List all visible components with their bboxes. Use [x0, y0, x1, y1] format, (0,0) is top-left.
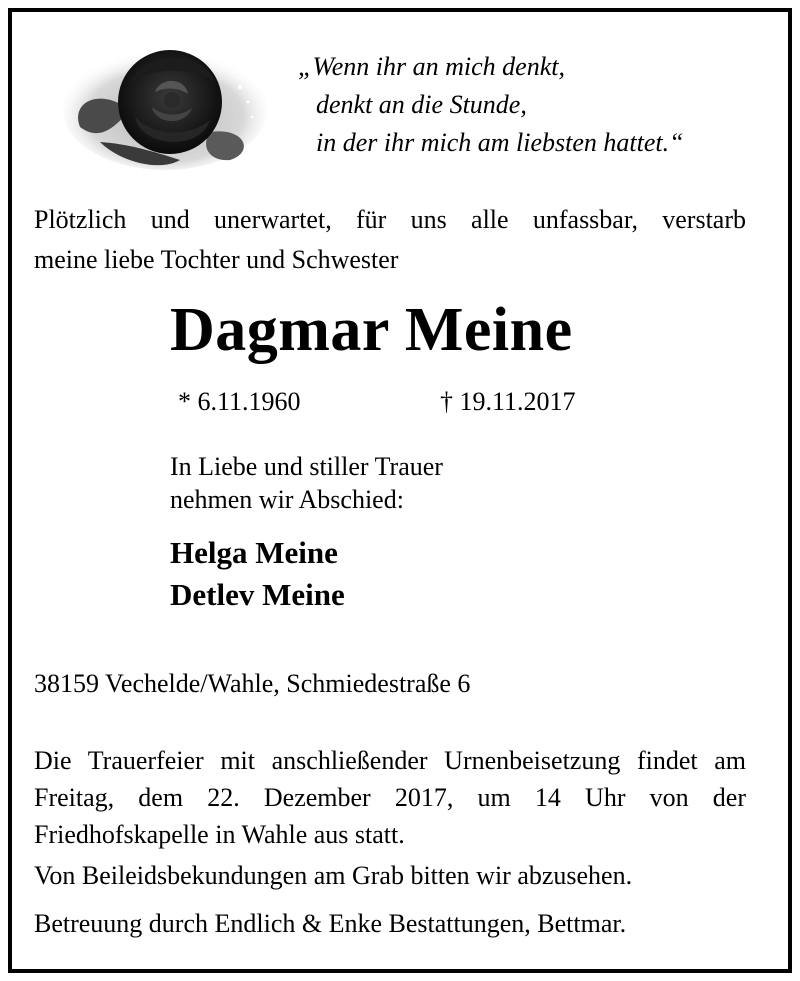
intro-line: meine liebe Tochter und Schwester	[34, 245, 399, 274]
deceased-name: Dagmar Meine	[170, 296, 573, 364]
funeral-line: Friedhofskapelle in Wahle aus statt.	[34, 820, 405, 849]
funeral-line: Die Trauerfeier mit anschließender Urnenbeisetzung findet am	[34, 746, 746, 775]
funeral-line: Freitag, dem 22. Dezember 2017, um 14 Uhr von der	[34, 783, 746, 812]
mourning-text	[170, 450, 443, 516]
intro-line: Plötzlich und unerwartet, für uns alle unfassbar, verstarb	[34, 205, 746, 234]
family-names	[170, 532, 345, 616]
quote-line: in der ihr mich am liebsten hattet.“	[316, 128, 684, 157]
intro-text	[34, 200, 746, 280]
quote-line: denkt an die Stunde,	[316, 90, 527, 119]
quote-line: „Wenn ihr an mich denkt,	[298, 52, 565, 81]
mourning-line: nehmen wir Abschied:	[170, 485, 404, 514]
birth-date: * 6.11.1960	[178, 387, 301, 416]
family-member: Detlev Meine	[170, 577, 345, 612]
address: 38159 Vechelde/Wahle, Schmiedestraße 6	[34, 669, 471, 698]
funeral-info	[34, 742, 746, 853]
family-member: Helga Meine	[170, 535, 338, 570]
mourning-line: In Liebe und stiller Trauer	[170, 452, 443, 481]
condolences-note: Von Beileidsbekundungen am Grab bitten wir abzusehen.	[34, 861, 633, 890]
death-date: † 19.11.2017	[440, 387, 576, 416]
quote-block	[298, 48, 684, 162]
rose-image	[60, 32, 270, 182]
undertaker-note: Betreuung durch Endlich & Enke Bestattungen, Bettmar.	[34, 909, 627, 938]
